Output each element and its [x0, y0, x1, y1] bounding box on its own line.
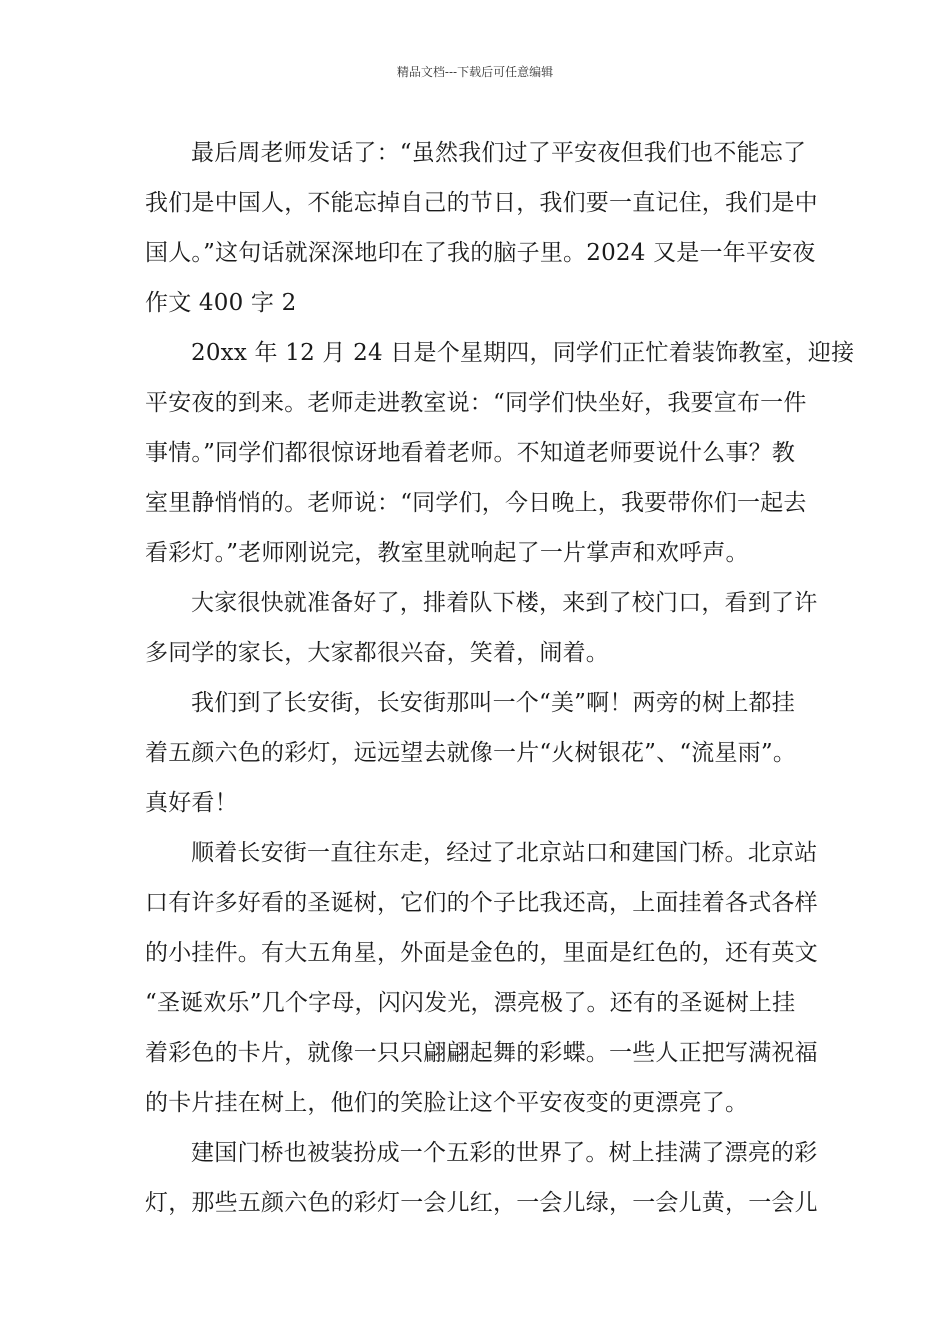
text-line: 我们是中国人，不能忘掉自己的节日，我们要一直记住，我们是中 [145, 190, 818, 216]
text-line: 看彩灯。”老师刚说完，教室里就响起了一片掌声和欢呼声。 [145, 540, 749, 566]
text-line: 口有许多好看的圣诞树，它们的个子比我还高，上面挂着各式各样 [145, 890, 818, 916]
text-line: 多同学的家长，大家都很兴奋，笑着，闹着。 [145, 640, 609, 666]
text-line: 我们到了长安街，长安街那叫一个“美”啊！两旁的树上都挂 [191, 690, 795, 716]
text-line: 真好看！ [145, 790, 238, 816]
text-line: 顺着长安街一直往东走，经过了北京站口和建国门桥。北京站 [191, 840, 818, 866]
text-line: 最后周老师发话了：“虽然我们过了平安夜但我们也不能忘了 [191, 140, 807, 166]
text-line: 20xx 年 12 月 24 日是个星期四，同学们正忙着装饰教室，迎接 [191, 340, 855, 366]
text-line: 的卡片挂在树上，他们的笑脸让这个平安夜变的更漂亮了。 [145, 1090, 749, 1116]
text-line: 平安夜的到来。老师走进教室说：“同学们快坐好，我要宣布一件 [145, 390, 807, 416]
text-line: 着五颜六色的彩灯，远远望去就像一片“火树银花”、“流星雨”。 [145, 740, 797, 766]
text-line: “圣诞欢乐”几个字母，闪闪发光，漂亮极了。还有的圣诞树上挂 [145, 990, 796, 1016]
text-line: 大家很快就准备好了，排着队下楼，来到了校门口，看到了许 [191, 590, 818, 616]
text-line: 着彩色的卡片，就像一只只翩翩起舞的彩蝶。一些人正把写满祝福 [145, 1040, 818, 1066]
document-body [145, 128, 855, 1228]
text-line: 事情。”同学们都很惊讶地看着老师。不知道老师要说什么事？教 [145, 440, 796, 466]
text-line: 建国门桥也被装扮成一个五彩的世界了。树上挂满了漂亮的彩 [191, 1140, 818, 1166]
text-line: 的小挂件。有大五角星，外面是金色的，里面是红色的，还有英文 [145, 940, 818, 966]
text-line: 室里静悄悄的。老师说：“同学们，今日晚上，我要带你们一起去 [145, 490, 807, 516]
text-line: 国人。”这句话就深深地印在了我的脑子里。2024 又是一年平安夜 [145, 240, 816, 266]
text-line: 作文 400 字 2 [145, 290, 297, 316]
text-line: 灯，那些五颜六色的彩灯一会儿红，一会儿绿，一会儿黄，一会儿 [145, 1190, 818, 1216]
page-header: 精品文档---下载后可任意编辑 [396, 65, 554, 79]
